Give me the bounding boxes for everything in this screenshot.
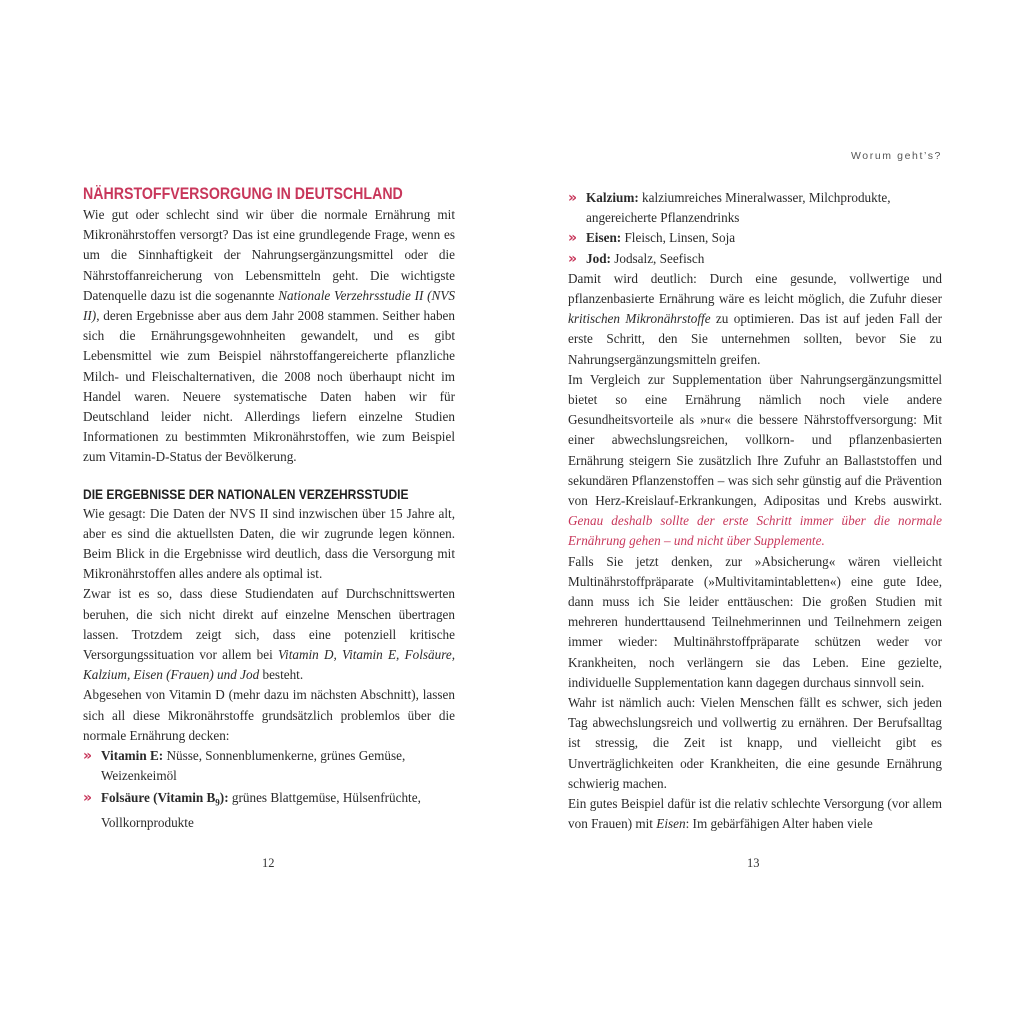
intro-paragraph: Wie gut oder schlecht sind wir über die normale Ernährung mit Mikronährstoffen versorgt? Das ist eine grundlegende Frage, wenn es um die Sinnhaftigkeit der Nahrungsergänzungsmittel oder die Nährstoffanreicherung von Lebensmitteln geht. Die wichtigste Datenquelle dazu ist die sogenannte Nationale Verzehrsstudie II (NVS II), deren Ergebnisse aber aus dem Jahr 2008 stammen. Seither haben sich die Ernährungsgewohnheiten gewandelt, und es gibt Lebensmittel wie zum Beispiel nährstoffangereicherte pflanzliche Milch- und Fleischalternativen, die 2008 noch überhaupt nicht im Handel waren. Neuere systematische Daten haben wir für Deutschland leider nicht. Allerdings liefern einzelne Studien Informationen zu bestimmten Mikronährstoffen, wie zum Beispiel zum Vitamin-D-Status der Bevölkerung.	[83, 207, 456, 465]
paragraph-nvs-age: Wie gesagt: Die Daten der NVS II sind inzwischen über 15 Jahre alt, aber es sind die aktuellsten Daten, die wir zugrunde legen können. Beim Blick in die Ergebnisse wird deutlich, dass die Versorgung mit Mikronährstoffen alles andere als optimal ist.	[83, 505, 455, 582]
critical-nutrients: Vitamin D, Vitamin E, Folsäure, Kalzium, Eisen (Frauen) und Jod	[83, 647, 455, 683]
list-item: » Kalzium: kalziumreiches Mineralwasser, Milchprodukte, angereicherte Pflanzendrinks	[568, 190, 891, 226]
running-head: Worum geht’s?	[850, 150, 942, 162]
critical-micronutrients: kritischen Mikronährstoffe	[568, 311, 711, 327]
right-column	[568, 188, 942, 835]
paragraph-conclusion: Damit wird deutlich: Durch eine gesunde, vollwertige und pflanzenbasierte Ernährung wäre es leicht möglich, die Zufuhr dieser kritischen Mikronährstoffe zu optimieren. Das ist auf jeden Fall der erste Schritt, den Sie unternehmen sollten, bevor Sie zu Nahrungsergänzungsmitteln greifen.	[568, 270, 942, 367]
bullet-icon: »	[83, 748, 93, 765]
paragraph-averages: Zwar ist es so, dass diese Studiendaten auf Durchschnittswerten beruhen, die sich nicht direkt auf einzelne Menschen übertragen lassen. Trotzdem zeigt sich, dass eine potenziell kritische Versorgungssituation vor allem bei Vitamin D, Vitamin E, Folsäure, Kalzium, Eisen (Frauen) und Jod besteht.	[83, 586, 455, 683]
study-name: Nationale Verzehrsstudie II (NVS II)	[83, 287, 456, 324]
bullet-icon: »	[568, 230, 578, 247]
list-item: » Eisen: Fleisch, Linsen, Soja	[568, 228, 942, 248]
list-item: » Jod: Jodsalz, Seefisch	[568, 249, 942, 269]
bullet-icon: »	[568, 190, 578, 206]
iron-term: Eisen	[656, 816, 686, 832]
paragraph-everyday-life: Wahr ist nämlich auch: Vielen Menschen fällt es schwer, sich jeden Tag abwechslungsreich und vollwertig zu ernähren. Der Berufsalltag ist stressig, die Zeit ist knapp, und vielleicht gibt es Unverträglichkeiten oder Krankheiten, die eine gesunde Ernährung schwierig machen.	[568, 695, 942, 791]
paragraph-iron: Ein gutes Beispiel dafür ist die relativ schlechte Versorgung (vor allem von Frauen) mit Eisen: Im gebärfähigen Alter haben viele	[568, 796, 942, 832]
paragraph-multivitamin: Falls Sie jetzt denken, zur »Absicherung« wären vielleicht Multinährstoffpräparate (»Multivitamintabletten«) eine gute Idee, dann muss ich Sie leider enttäuschen: Die großen Studien mit mehreren hunderttausend Teilnehmerinnen und Teilnehmern zeigen immer wieder: Multinährstoffpräparate schützen weder vor Krankheiten, noch verlängern sie das Leben. Eine gezielte, individuelle Supplementation kann dagegen durchaus sinnvoll sein.	[568, 553, 942, 690]
emphasis-quote: Genau deshalb sollte der erste Schritt immer über die normale Ernährung gehen – und nicht über Supplemente.	[568, 513, 942, 549]
left-column	[83, 183, 455, 834]
list-item: » Vitamin E: Nüsse, Sonnenblumenkerne, grünes Gemüse, Weizenkeimöl	[83, 748, 406, 784]
food-source-list-right	[568, 188, 942, 269]
bullet-icon: »	[568, 250, 578, 267]
food-source-list-left	[83, 746, 455, 833]
section-heading: NÄHRSTOFFVERSORGUNG IN DEUTSCHLAND	[83, 185, 403, 203]
subsection-heading: DIE ERGEBNISSE DER NATIONALEN VERZEHRSSTUDIE	[83, 485, 409, 502]
list-item: » Folsäure (Vitamin $B_9$): grünes Blattgemüse, Hülsenfrüchte, Vollkornprodukte	[83, 790, 421, 831]
paragraph-normal-diet: Abgesehen von Vitamin D (mehr dazu im nächsten Abschnitt), lassen sich all diese Mikronährstoffe grundsätzlich problemlos über die normale Ernährung decken:	[83, 687, 455, 743]
page-number-left: 12	[262, 856, 275, 870]
page-number-right: 13	[747, 856, 760, 870]
paragraph-supplementation: Im Vergleich zur Supplementation über Nahrungsergänzungsmittel bietet so eine Ernährung nämlich noch viele andere Gesundheitsvorteile als »nur« die bessere Nährstoffversorgung: Mit einer abwechslungsreichen, vollkorn- und pflanzenbasierten Ernährung steigern Sie zusätzlich Ihre Zufuhr an Ballaststoffen und sekundären Pflanzenstoffen – was sich sehr günstig auf die Prävention von Herz-Kreislauf-Erkrankungen, Adipositas und Krebs auswirkt. Genau deshalb sollte der erste Schritt immer über die normale Ernährung gehen – und nicht über Supplemente.	[568, 371, 942, 549]
bullet-icon: »	[83, 790, 93, 807]
